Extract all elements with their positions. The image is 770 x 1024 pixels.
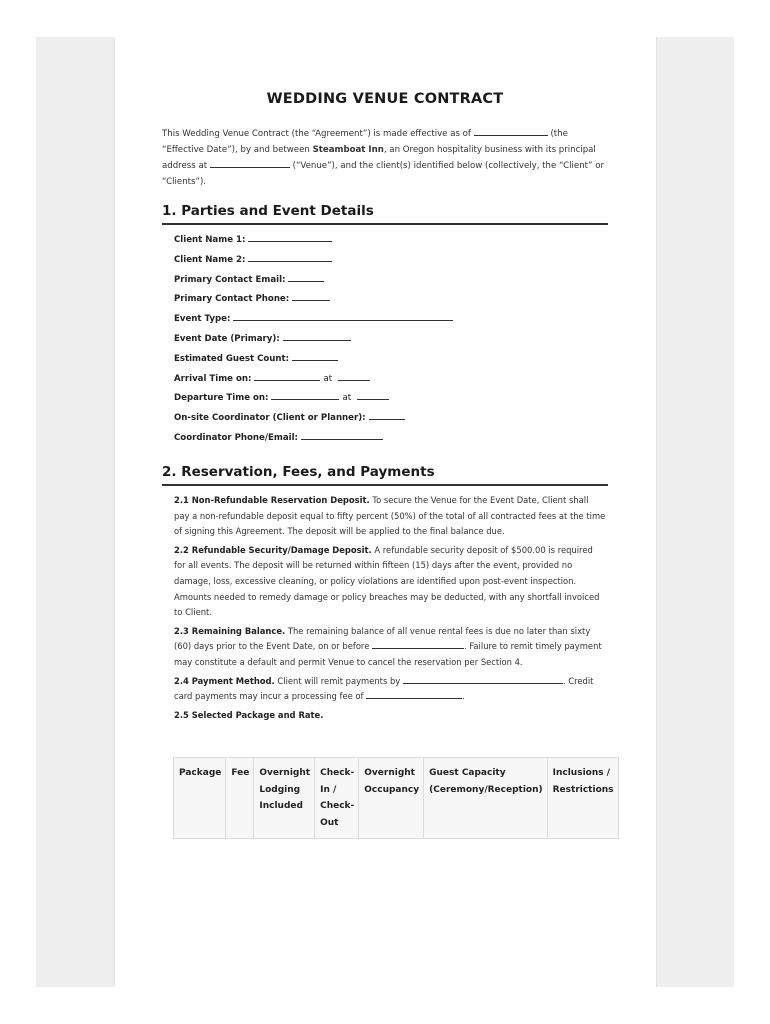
intro-text-3: , an Oregon hospitality business with its principal address at — [162, 144, 596, 171]
company-name: Steamboat Inn — [312, 144, 384, 155]
guest-count-field — [174, 351, 604, 371]
field-label: Client Name 2: — [174, 254, 246, 265]
clause-2-3 — [174, 624, 606, 671]
clause-2-4-text-c: . — [462, 691, 465, 702]
client-name-2-field — [174, 252, 604, 272]
field-label: Client Name 1: — [174, 235, 246, 245]
clause-2-4-text-b: . Credit card payments may incur a processing fee of — [174, 675, 594, 702]
clause-2-3-label: 2.3 Remaining Balance. — [174, 625, 286, 636]
clause-2-2-text: A refundable security deposit of $500.00 is required for all events. The deposit will be returned within fifteen (15) days after the event, provided no damage, loss, excessive cleaning, or policy violations are identified upon post-event inspection. Amounts needed to remedy damage or policy breaches may be deducted, with any shortfall invoiced to Client. — [174, 544, 600, 618]
header-check-in-out: Check-In / Check-Out — [315, 758, 359, 839]
field-label: Primary Contact Phone: — [174, 294, 290, 305]
field-label: Primary Contact Email: — [174, 274, 286, 285]
header-overnight-occupancy: Overnight Occupancy — [359, 758, 424, 839]
field-label: Event Date (Primary): — [174, 333, 280, 344]
client-name-1-field — [174, 232, 604, 252]
arrival-date-blank — [254, 371, 320, 381]
event-date-field — [174, 331, 604, 351]
payment-method-blank — [403, 674, 563, 684]
departure-time-field — [174, 390, 604, 410]
field-label: Estimated Guest Count: — [174, 353, 290, 364]
header-inclusions-restrictions: Inclusions / Restrictions — [547, 758, 618, 839]
clause-2-4 — [174, 674, 606, 705]
clause-2-1 — [174, 493, 606, 540]
guest-count-blank — [292, 351, 338, 361]
intro-text-1: This Wedding Venue Contract (the “Agreement”) is made effective as of — [162, 129, 471, 139]
header-guest-capacity: Guest Capacity (Ceremony/Reception) — [424, 758, 548, 839]
field-label: Coordinator Phone/Email: — [174, 432, 298, 443]
clause-2-4-label: 2.4 Payment Method. — [174, 675, 275, 686]
clause-2-5-label: 2.5 Selected Package and Rate. — [174, 709, 324, 720]
table-header-row — [174, 758, 619, 839]
departure-time-blank — [357, 390, 389, 400]
processing-fee-blank — [366, 689, 462, 699]
party-fields — [174, 232, 604, 450]
email-field — [174, 272, 604, 292]
clause-2-2-label: 2.2 Refundable Security/Damage Deposit. — [174, 544, 372, 555]
clause-2-3-text-b: . Failure to remit timely payment may constitute a default and permit Venue to cancel the reservation per Section 4. — [174, 641, 602, 667]
coordinator-contact-field — [174, 430, 604, 450]
arrival-time-blank — [338, 371, 370, 381]
balance-due-date-blank — [372, 639, 464, 649]
clause-2-3-text-a: The remaining balance of all venue rental fees is due no later than sixty (60) days prior to the Event Date, on or before — [174, 625, 591, 652]
email-blank — [288, 272, 324, 282]
section-1-heading: 1. Parties and Event Details — [162, 203, 608, 225]
clause-2-4-text-a: Client will remit payments by — [277, 675, 401, 686]
phone-blank — [292, 291, 330, 301]
contract-title: WEDDING VENUE CONTRACT — [266, 91, 504, 107]
section-2-paragraphs — [174, 493, 606, 723]
client-name-1-blank — [248, 232, 332, 242]
at-label: at — [342, 393, 352, 404]
effective-date-blank — [474, 126, 548, 136]
field-label: Event Type: — [174, 314, 231, 325]
intro-paragraph — [162, 126, 608, 190]
field-label: Arrival Time on: — [174, 373, 252, 384]
event-type-blank — [233, 311, 453, 321]
clause-2-2 — [174, 543, 606, 621]
departure-date-blank — [271, 390, 339, 400]
header-overnight-lodging: Overnight Lodging Included — [254, 758, 315, 839]
phone-field — [174, 291, 604, 311]
event-type-field — [174, 311, 604, 331]
at-label: at — [323, 373, 333, 384]
coordinator-blank — [369, 410, 405, 420]
intro-text-2: (the “Effective Date”), by and between — [162, 129, 568, 155]
client-name-2-blank — [248, 252, 332, 262]
arrival-time-field — [174, 371, 604, 391]
header-fee: Fee — [226, 758, 254, 839]
document-page — [115, 37, 656, 987]
coordinator-field — [174, 410, 604, 430]
address-blank — [210, 158, 290, 168]
document-viewer — [36, 37, 734, 987]
section-2-heading: 2. Reservation, Fees, and Payments — [162, 464, 608, 486]
package-table — [173, 757, 619, 839]
field-label: Departure Time on: — [174, 393, 269, 404]
event-date-blank — [283, 331, 351, 341]
header-package: Package — [174, 758, 226, 839]
clause-2-1-text: To secure the Venue for the Event Date, Client shall pay a non-refundable deposit equal to fifty percent (50%) of the total of all contracted fees at the time of signing this Agreement. The deposit will be applied to the final balance due. — [174, 495, 606, 537]
intro-text-4: (“Venue”), and the client(s) identified below (collectively, the “Client” or “Clients”). — [162, 161, 605, 187]
coordinator-contact-blank — [301, 430, 383, 440]
field-label: On-site Coordinator (Client or Planner): — [174, 413, 366, 424]
clause-2-1-label: 2.1 Non-Refundable Reservation Deposit. — [174, 495, 370, 505]
